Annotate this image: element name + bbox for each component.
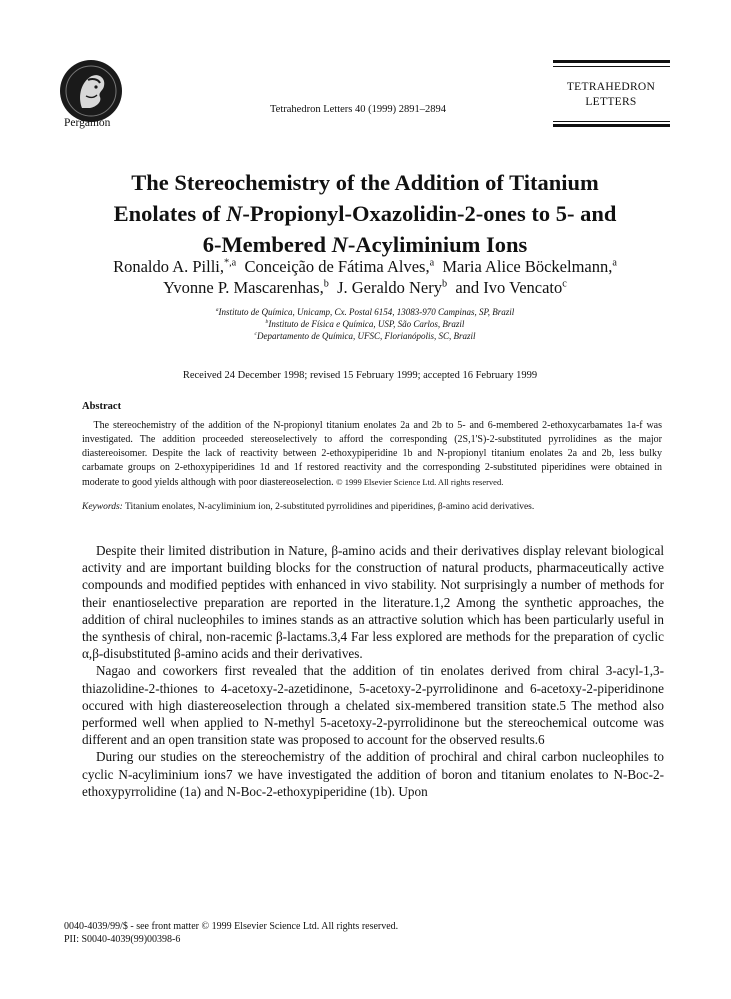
affiliations (130, 306, 600, 342)
affiliation-c: $^c$Departamento de Química, UFSC, Florianópolis, SC, Brazil (254, 331, 476, 341)
author-name: Ronaldo A. Pilli, (113, 257, 224, 276)
header-rule-bottom-thin (553, 121, 670, 122)
keywords-text: Titanium enolates, N-acyliminium ion, 2-substituted pyrrolidines and piperidines, β-amino acid derivatives. (125, 502, 535, 512)
abstract-copyright: © 1999 Elsevier Science Ltd. All rights reserved. (336, 477, 504, 487)
article-title (80, 167, 650, 260)
abstract-body (82, 419, 662, 490)
title-line-2: Enolates of N-Propionyl-Oxazolidin-2-ones to 5- and (113, 201, 617, 226)
footer (64, 920, 398, 946)
author-name: Yvonne P. Mascarenhas, (163, 278, 324, 297)
body-paragraph: During our studies on the stereochemistry of the addition of prochiral and chiral carbon nucleophiles to cyclic N-acyliminium ions7 we have investigated the addition of boron and titanium enolates to N-Boc-2-ethoxypyrrolidine (1a) and N-Boc-2-ethoxypiperidine (1b). Upon (82, 749, 664, 799)
pergamon-logo (60, 60, 122, 122)
keywords-label: Keywords: (82, 502, 123, 512)
affiliation-b: $^b$Instituto de Física e Química, USP, São Carlos, Brazil (265, 319, 465, 329)
footer-copyright: 0040-4039/99/$ - see front matter © 1999 Elsevier Science Ltd. All rights reserved. (64, 921, 399, 932)
footer-pii: PII: S0040-4039(99)00398-6 (64, 934, 181, 945)
article-body (82, 542, 664, 800)
body-paragraph: Nagao and coworkers first revealed that the addition of tin enolates derived from chiral 3-acyl-1,3-thiazolidine-2-thiones to 4-acetoxy-2-azetidinone, 5-acetoxy-2-pyrrolidinone and 6-acetoxy-2-piperidinone occured with high diastereoselection through a chelated six-membered transition state.5 The method also performed well when applied to N-methyl 5-acetoxy-2-pyrrolidinone but the stereochemical outcome was different and an open transition state was proposed to account for the observed results.6 (82, 663, 664, 748)
affiliation-a: $^a$Instituto de Química, Unicamp, Cx. Postal 6154, 13083-970 Campinas, SP, Brazil (215, 307, 515, 317)
author-name: J. Geraldo Nery (337, 278, 442, 297)
journal-name (555, 80, 667, 110)
title-line-3: 6-Membered N-Acyliminium Ions (202, 232, 528, 257)
title-line-1: The Stereochemistry of the Addition of Titanium (131, 170, 599, 195)
journal-name-line1: TETRAHEDRON (566, 81, 656, 93)
author-name: Maria Alice Böckelmann, (442, 257, 613, 276)
author-line-2: Yvonne P. Mascarenhas,$^b$ J. Geraldo Nery$^b$ and Ivo Vencato$^c$ (163, 278, 567, 297)
abstract-text: The stereochemistry of the addition of the N-propionyl titanium enolates 2a and 2b to 5- and 6-membered 2-ethoxycarbamates 1a-f was investigated. The addition proceeded stereoselectively to afford the corresponding (2S,1'S)-2-substituted pyrrolidines as the major diastereoisomer. Despite the lack of reactivity between 2-ethoxypiperidine 1b and N-propionyl titanium enolates 2a and 2b, less bulky carbamate groups on 2-ethoxypiperidines 1d and 1f restored reactivity and the corresponding 2-substituted piperidines were obtained in moderate to good yields although with poor diastereoselection. (82, 420, 662, 488)
abstract-heading: Abstract (82, 401, 122, 412)
author-name: Conceição de Fátima Alves, (244, 257, 430, 276)
author-name: and Ivo Vencato (455, 278, 563, 297)
header-rule-top (553, 60, 670, 63)
header-rule-bottom (553, 124, 670, 127)
body-paragraph: Despite their limited distribution in Nature, β-amino acids and their derivatives display relevant biological activity and are important building blocks for the construction of natural products, pharmaceutically active compounds and modified peptides with enhanced in vivo stability. Not surprisingly a number of methods for their enantioselective preparation are reported in the literature.1,2 Among the synthetic approaches, the addition of chiral nucleophiles to imines stands as an attractive solution which has been particularly useful in the synthesis of chiral, non-racemic β-lactams.3,4 Far less explored are methods for the preparation of cyclic α,β-disubstituted β-amino acids and their derivatives. (82, 543, 664, 662)
keywords (82, 502, 662, 512)
journal-name-line2: LETTERS (585, 96, 637, 108)
author-list (74, 256, 656, 298)
journal-citation: Tetrahedron Letters 40 (1999) 2891–2894 (270, 104, 446, 115)
header-rule-top-thin (553, 66, 670, 67)
author-line-1: Ronaldo A. Pilli,$^{*,a}$ Conceição de Fátima Alves,$^a$ Maria Alice Böckelmann,$^a$ (113, 257, 617, 276)
publisher-name: Pergamon (64, 117, 111, 129)
received-dates: Received 24 December 1998; revised 15 February 1999; accepted 16 February 1999 (182, 370, 538, 381)
